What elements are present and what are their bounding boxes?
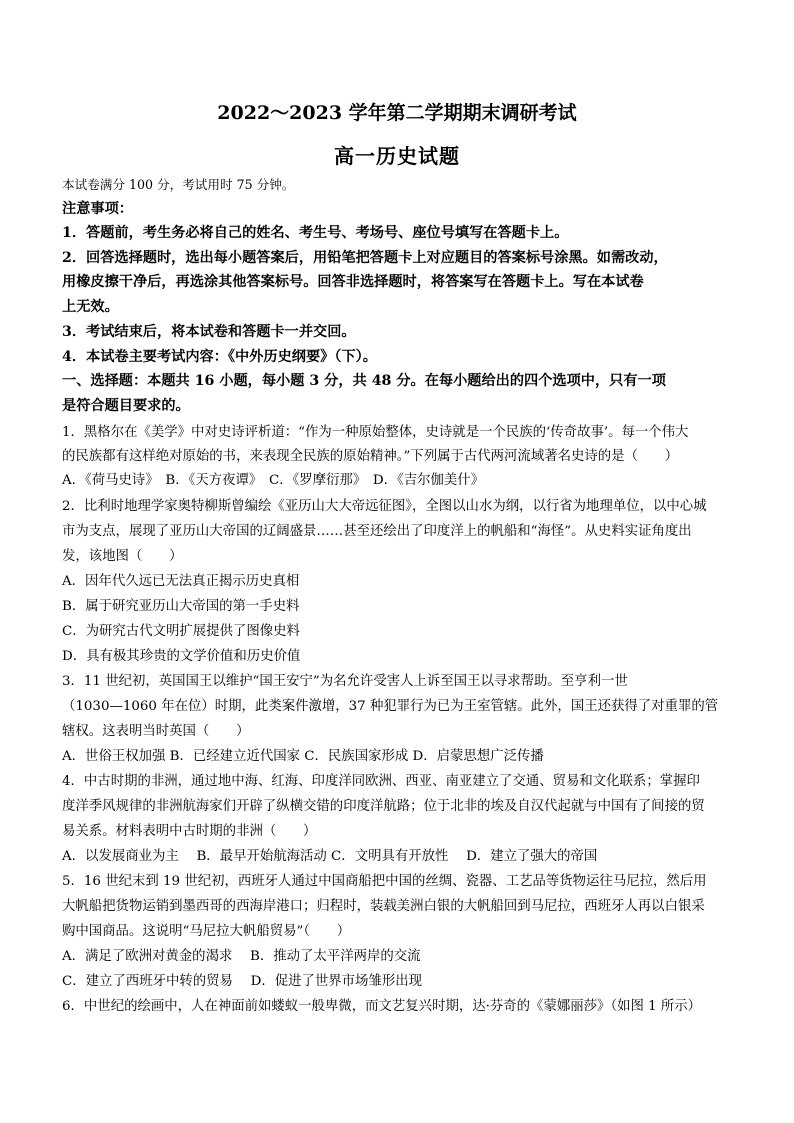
notice-3: 3．考试结束后，将本试卷和答题卡一并交回。 [62,324,356,340]
q5-options-row-2: C．建立了西班牙中转的贸易 D．促进了世界市场雏形出现 [62,974,423,989]
q3-stem-line-3: 辖权。这表明当时英国（ ） [62,724,250,739]
notice-2-line-1: 2．回答选择题时，选出每小题答案后，用铅笔把答题卡上对应题目的答案标号涂黑。如需改动， [62,250,668,266]
section-heading-line-2: 是符合题目要求的。 [62,398,190,414]
q3-options: A．世俗王权加强 B．已经建立近代国家 C．民族国家形成 D．启蒙思想广泛传播 [62,749,544,764]
q1-options: A．《荷马史诗》 B．《天方夜谭》 C．《罗摩衍那》 D．《吉尔伽美什》 [62,473,485,488]
q2-option-a: A．因年代久远已无法真正揭示历史真相 [62,574,300,589]
q4-stem-line-3: 易关系。材料表明中古时期的非洲（ ） [62,824,317,839]
q4-options: A．以发展商业为主 B．最早开始航海活动 C．文明具有开放性 D．建立了强大的帝国 [62,849,598,864]
q5-options-row-1: A．满足了欧洲对黄金的渴求 B．推动了太平洋两岸的交流 [62,949,421,964]
notice-2-line-2: 用橡皮擦干净后，再选涂其他答案标号。回答非选择题时，将答案写在答题卡上。写在本试卷 [62,274,644,290]
exam-title: 2022～2023 学年第二学期期末调研考试 [217,102,577,124]
q4-stem-line-1: 4．中古时期的非洲，通过地中海、红海、印度洋同欧洲、西亚、南亚建立了交通、贸易和文化联系；掌握印 [62,774,700,789]
notice-2-line-3: 上无效。 [62,299,119,315]
q2-option-d: D．具有极其珍贵的文学价值和历史价值 [62,649,301,664]
q2-stem-line-3: 发，该地图（ ） [62,549,183,564]
score-info: 本试卷满分 100 分，考试用时 75 分钟。 [62,177,295,192]
notice-4: 4．本试卷主要考试内容：《中外历史纲要》（下）。 [62,349,377,365]
q3-stem-line-1: 3．11 世纪初，英国国王以维护“国王安宁”为名允许受害人上诉至国王以寻求帮助。至亨利一世 [62,674,628,689]
q5-stem-line-1: 5．16 世纪末到 19 世纪初，西班牙人通过中国商船把中国的丝绸、瓷器、工艺品等货物运往马尼拉，然后用 [62,874,707,889]
q2-option-c: C．为研究古代文明扩展提供了图像史料 [62,624,300,639]
q2-stem-line-1: 2．比利时地理学家奥特柳斯曾编绘《亚历山大大帝远征图》，全图以山水为纲，以行省为地理单位，以中心城 [62,499,707,514]
q2-stem-line-2: 市为支点，展现了亚历山大帝国的辽阔盛景……甚至还绘出了印度洋上的帆船和“海怪”。从史料实证角度出 [62,524,692,539]
section-heading-line-1: 一、选择题：本题共 16 小题，每小题 3 分，共 48 分。在每小题给出的四个选项中，只有一项 [62,373,666,389]
q6-stem-line-1: 6．中世纪的绘画中，人在神面前如蝼蚁一般卑微，而文艺复兴时期，达·芬奇的《蒙娜丽莎》（如图 1 所示） [62,999,702,1014]
q3-stem-line-2: （1030—1060 年在位）时期，此类案件激增，37 种犯罪行为已为王室管辖。此外，国王还获得了对重罪的管 [62,699,719,714]
q4-stem-line-2: 度洋季风规律的非洲航海家们开辟了纵横交错的印度洋航路；位于北非的埃及自汉代起就与中国有了间接的贸 [62,799,705,814]
notice-title: 注意事项： [62,201,133,217]
q1-stem-line-1: 1．黑格尔在《美学》中对史诗评析道：“作为一种原始整体，史诗就是一个民族的‘传奇故事’。每一个伟大 [62,425,689,440]
q2-option-b: B．属于研究亚历山大帝国的第一手史料 [62,599,300,614]
exam-subtitle: 高一历史试题 [334,144,460,168]
notice-1: 1．答题前，考生务必将自己的姓名、考生号、考场号、座位号填写在答题卡上。 [62,225,569,241]
q1-stem-line-2: 的民族都有这样绝对原始的书，来表现全民族的原始精神。”下列属于古代两河流域著名史诗的是（ ） [62,449,679,464]
q5-stem-line-3: 购中国商品。这说明“马尼拉大帆船贸易”（ ） [62,924,351,939]
q5-stem-line-2: 大帆船把货物运销到墨西哥的西海岸港口；归程时，装载美洲白银的大帆船回到马尼拉，西班牙人再以白银采 [62,899,705,914]
